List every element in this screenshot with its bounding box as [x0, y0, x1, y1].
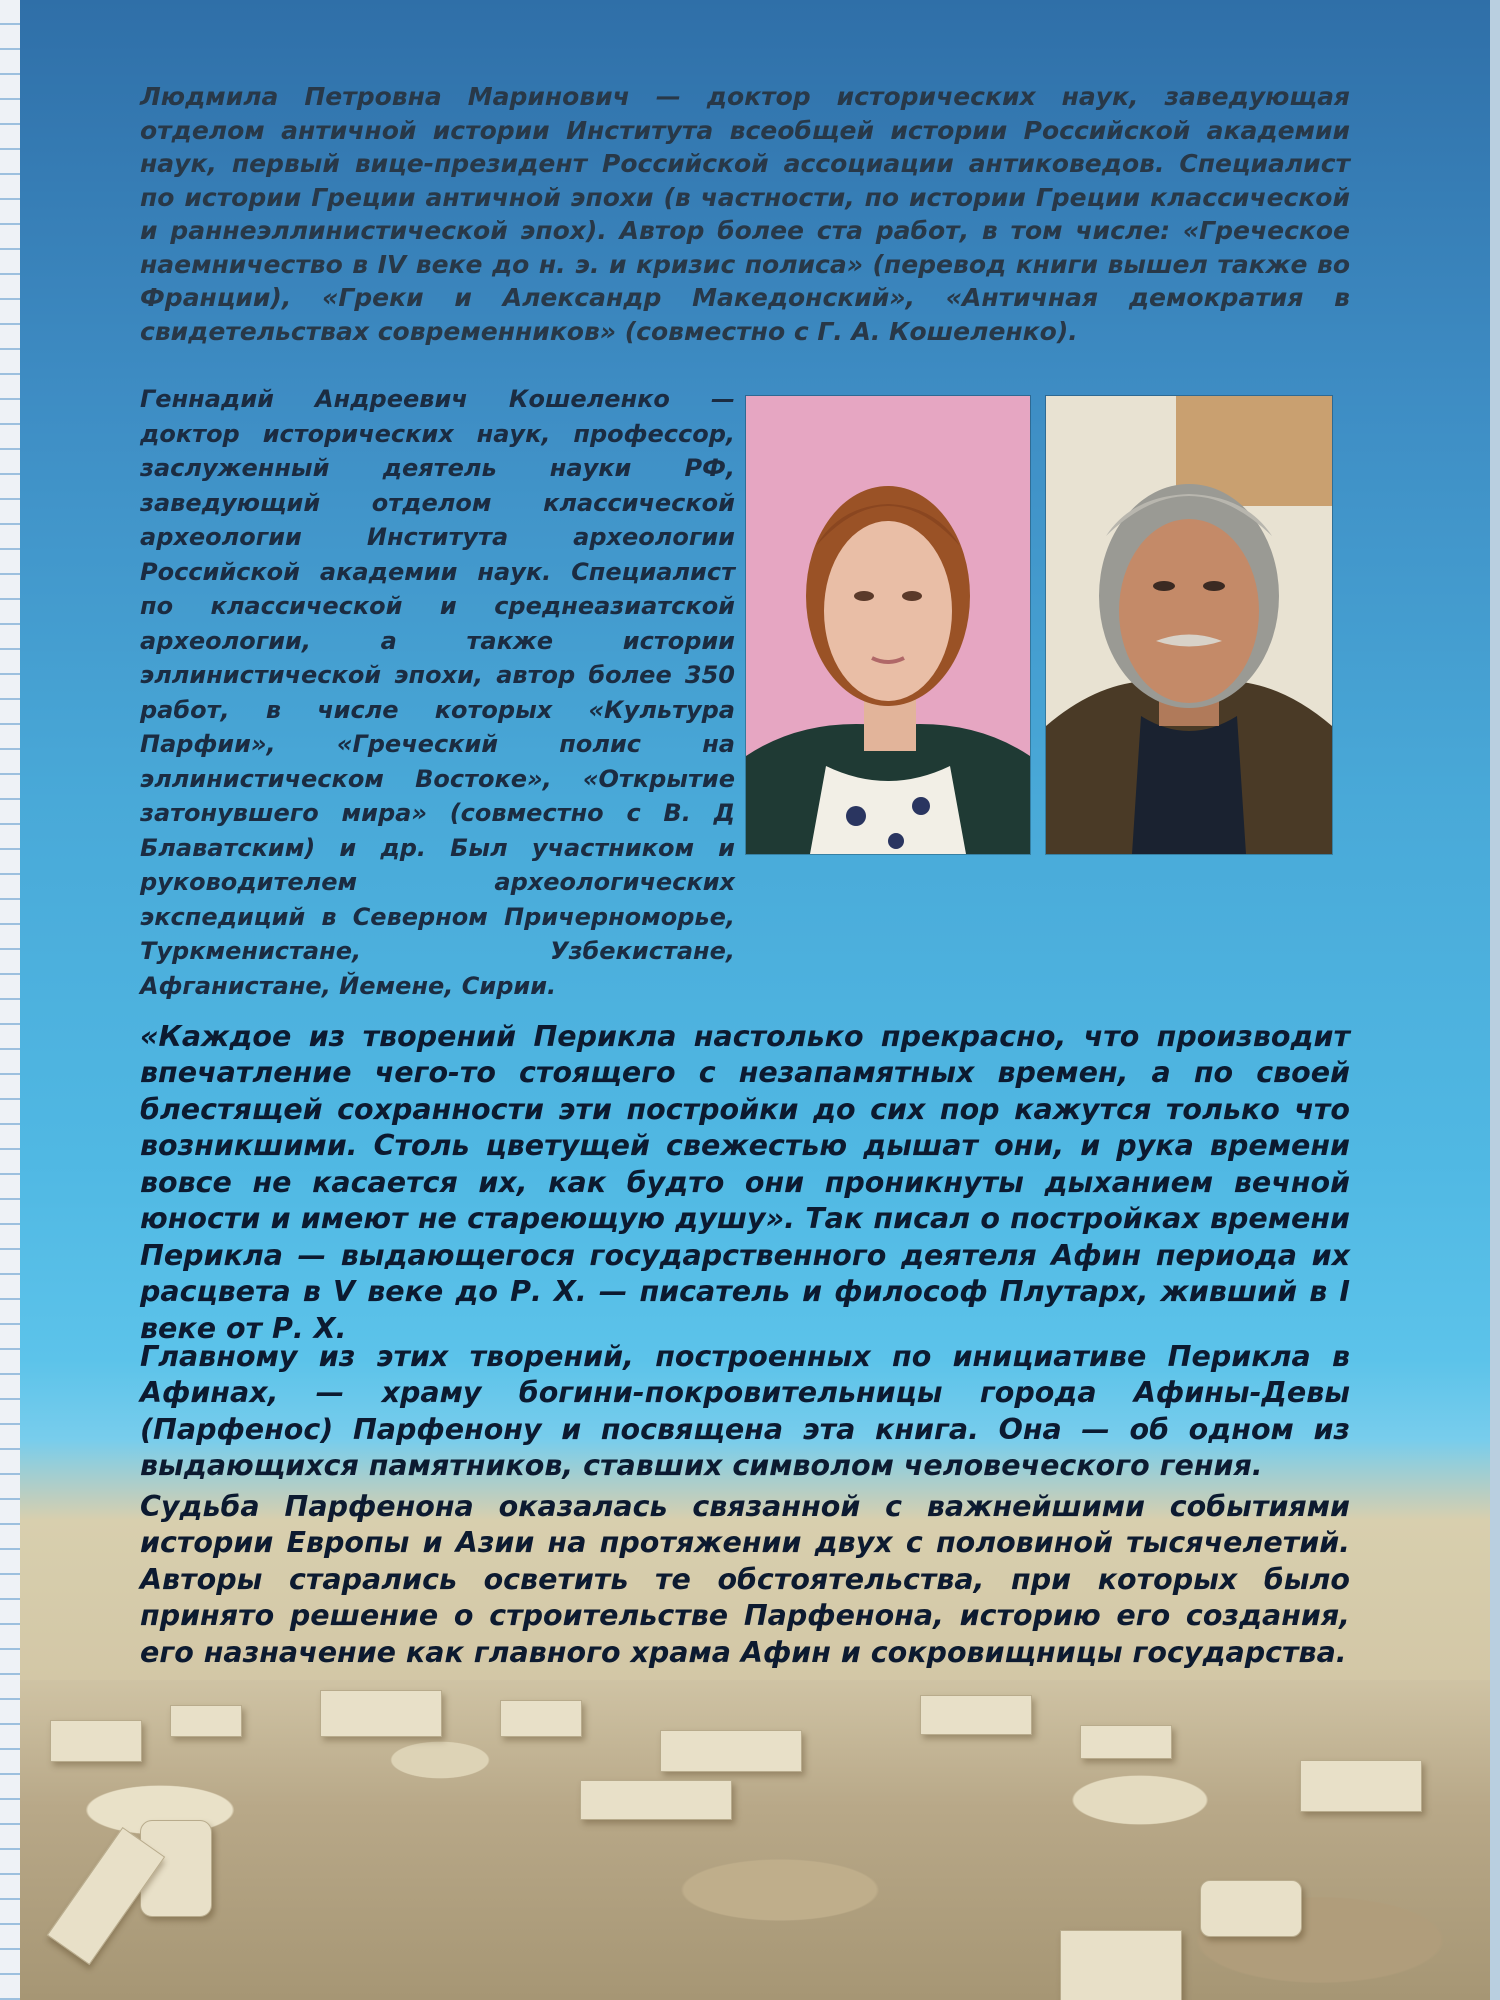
author-bio-marinovich: Людмила Петровна Маринович — доктор исторических наук, заведующая отделом античной истории Института всеобщей истории Российской академии наук, первый вице-президент Российской ассоциации антиковедов. Специалист по истории Греции античной эпохи (в частности, по истории Греции классической и раннеэллинистической эпох). Автор более ста работ, в том числе: «Греческое наемничество в IV веке до н. э. и кризис полиса» (перевод книги вышел также во Франции), «Греки и Александр Македонский», «Античная демократия в свидетельствах современников» (совместно с Г. А. Кошеленко). [140, 82, 1350, 346]
stone-block [580, 1780, 732, 1820]
parthenon-history-paragraph: Судьба Парфенона оказалась связанной с важнейшими событиями истории Европы и Азии на протяжении двух с половиной тысячелетий. Авторы старались осветить те обстоятельства, при которых было принято решение о строительстве Парфенона, историю его создания, его назначение как главного храма Афин и сокровищницы государства. [140, 1489, 1350, 1669]
portrait-man-image [1046, 396, 1332, 854]
stone-block [500, 1700, 582, 1737]
stone-block [920, 1695, 1032, 1735]
stone-block [660, 1730, 802, 1772]
author-photo-koshelenko [1046, 396, 1332, 854]
stone-block [170, 1705, 242, 1737]
book-back-cover [20, 0, 1490, 2000]
stone-block [1080, 1725, 1172, 1759]
portrait-woman-image [746, 396, 1030, 854]
author-photo-marinovich [746, 396, 1030, 854]
author-bio-koshelenko: Геннадий Андреевич Кошеленко — доктор исторических наук, профессор, заслуженный деятель науки РФ, заведующий отделом классической археологии Института археологии Российской академии наук. Специалист по классической и среднеазиатской археологии, а также истории эллинистической эпохи, автор более 350 работ, в числе которых «Культура Парфии», «Греческий полис на эллинистическом Востоке», «Открытие затонувшего мира» (совместно с В. Д Блаватским) и др. Был участником и руководителем археологических экспедиций в Северном Причерноморье, Туркменистане, Узбекистане, Афганистане, Йемене, Сирии. [140, 385, 735, 1000]
plutarch-quote: «Каждое из творений Перикла настолько прекрасно, что производит впечатление чего-то стоящего с незапамятных времен, а по своей блестящей сохранности эти постройки до сих пор кажутся только что возникшими. Столь цветущей свежестью дышат они, и рука времени вовсе не касается их, как будто они проникнуты дыханием вечной юности и имеют не стареющую душу». Так писал о постройках времени Перикла — выдающегося государственного деятеля Афин периода их расцвета в V веке до Р. Х. — писатель и философ Плутарх, живший в I веке от Р. Х. [140, 1019, 1350, 1345]
parthenon-dedication-paragraph: Главному из этих творений, построенных по инициативе Перикла в Афинах, — храму богини-покровительницы города Афины-Девы (Парфенос) Парфенону и посвящена эта книга. Она — об одном из выдающихся памятников, ставших символом человеческого гения. [140, 1339, 1350, 1482]
notebook-paper-edge [0, 0, 22, 2000]
stone-block [1060, 1930, 1182, 2000]
stone-block [1300, 1760, 1422, 1812]
stone-block [320, 1690, 442, 1737]
acropolis-ruins-image [20, 1680, 1490, 2000]
stone-block [1200, 1880, 1302, 1937]
stone-block [50, 1720, 142, 1762]
